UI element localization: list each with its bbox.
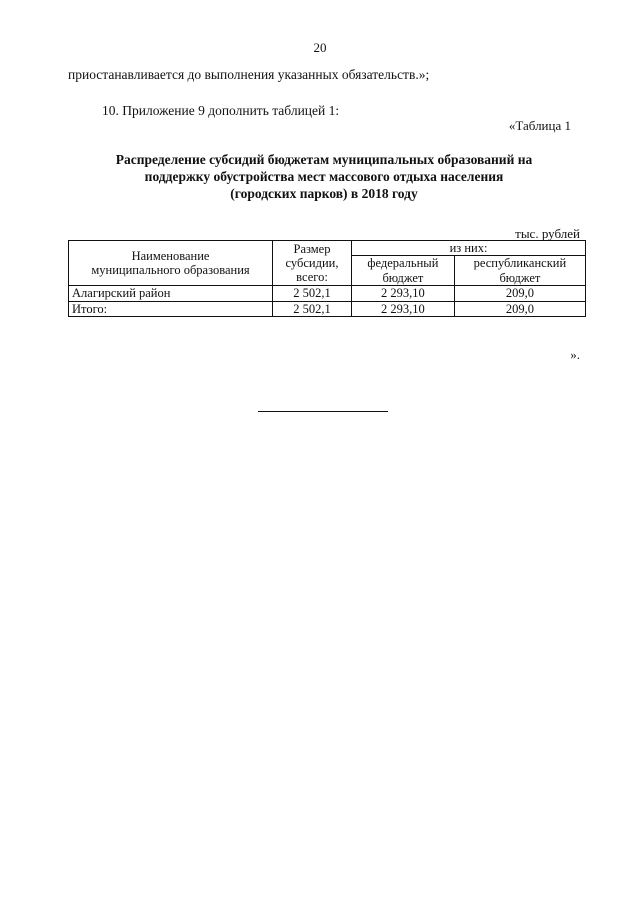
header-text: Размер bbox=[293, 241, 331, 256]
cell-total-label: Итого: bbox=[69, 301, 273, 316]
table-title-line: (городских парков) в 2018 году bbox=[230, 185, 418, 201]
header-federal-budget bbox=[351, 256, 454, 286]
subsidies-table bbox=[68, 240, 586, 317]
separator-line bbox=[258, 411, 388, 412]
header-text: Наименование bbox=[131, 248, 210, 263]
header-text: республиканский bbox=[473, 256, 567, 271]
cell-republic: 209,0 bbox=[454, 286, 585, 301]
table-row bbox=[69, 286, 586, 301]
paragraph-continuation: приостанавливается до выполнения указанных обязательств.»; bbox=[68, 67, 430, 82]
header-text: муниципального образования bbox=[91, 263, 250, 278]
table-total-row bbox=[69, 301, 586, 316]
table-title bbox=[68, 152, 580, 203]
cell-municipality: Алагирский район bbox=[69, 286, 273, 301]
header-total-subsidy bbox=[273, 241, 352, 286]
cell-total: 2 502,1 bbox=[273, 286, 352, 301]
closing-quote: ». bbox=[570, 347, 580, 362]
header-text: всего: bbox=[296, 270, 328, 285]
header-municipality bbox=[69, 241, 273, 286]
page-number: 20 bbox=[313, 40, 327, 55]
header-of-them: из них: bbox=[351, 241, 585, 256]
cell-federal: 2 293,10 bbox=[351, 286, 454, 301]
cell-total-republic: 209,0 bbox=[454, 301, 585, 316]
cell-total-federal: 2 293,10 bbox=[351, 301, 454, 316]
header-text: бюджет bbox=[499, 270, 541, 285]
units-label: тыс. рублей bbox=[515, 226, 580, 241]
header-text: субсидии, bbox=[285, 255, 339, 270]
paragraph-item-10: 10. Приложение 9 дополнить таблицей 1: bbox=[102, 103, 340, 118]
header-republic-budget bbox=[454, 256, 585, 286]
cell-total-sum: 2 502,1 bbox=[273, 301, 352, 316]
table-header-row bbox=[69, 241, 586, 256]
table-label: «Таблица 1 bbox=[508, 118, 571, 133]
table-title-line: Распределение субсидий бюджетам муниципальных образований на bbox=[115, 152, 533, 167]
header-text: федеральный bbox=[367, 256, 439, 271]
table-title-line: поддержку обустройства мест массового отдыха населения bbox=[144, 168, 504, 184]
header-text: бюджет bbox=[382, 270, 424, 285]
